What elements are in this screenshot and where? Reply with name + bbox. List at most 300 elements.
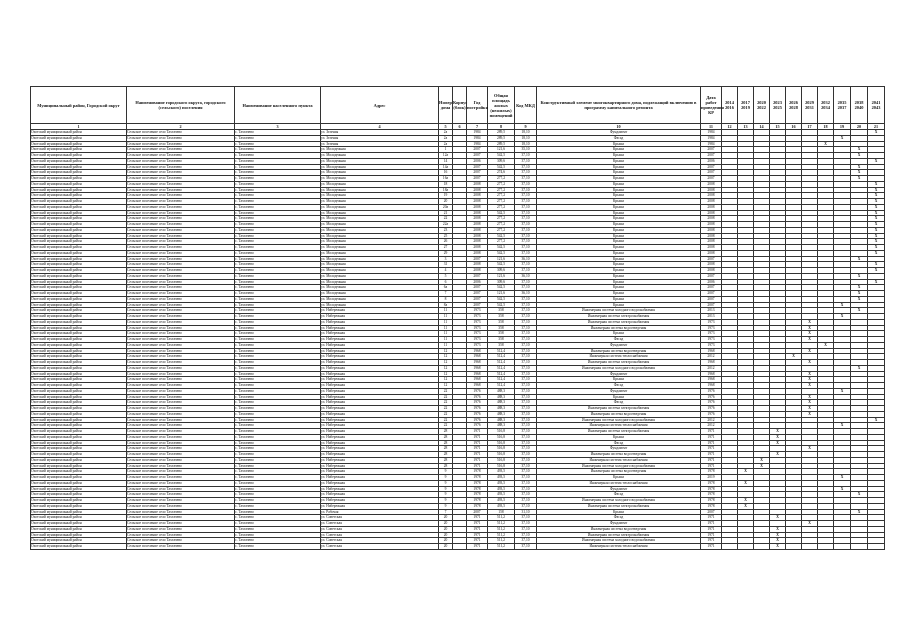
period-mark-cell: X xyxy=(868,130,885,136)
period-mark-cell: X xyxy=(802,446,818,452)
table-cell: Крыша xyxy=(537,245,701,251)
table-cell: 22 xyxy=(439,417,453,423)
table-cell: 37,10 xyxy=(515,406,537,412)
table-cell: с. Тахтачево xyxy=(235,314,321,320)
table-cell: 2006 xyxy=(467,158,488,164)
table-cell: Охотский муниципальный район xyxy=(31,469,127,475)
table-cell: 37,10 xyxy=(515,434,537,440)
table-cell: с. Тахтачево xyxy=(235,446,321,452)
table-cell: Сельское поселение село Тахтачево xyxy=(127,446,235,452)
table-cell: Инженерная система электроснабжения xyxy=(537,319,701,325)
table-cell: 22а xyxy=(439,222,453,228)
table-cell: ул. Молодежная xyxy=(321,233,439,239)
table-cell: с. Тахтачево xyxy=(235,348,321,354)
table-cell: 358 xyxy=(488,331,515,337)
table-cell: 6 xyxy=(439,279,453,285)
table-cell: Крыша xyxy=(537,434,701,440)
column-number: 2 xyxy=(127,124,235,130)
table-cell: 1968 xyxy=(467,360,488,366)
table-cell: 37,10 xyxy=(515,285,537,291)
table-cell: 2007 xyxy=(467,285,488,291)
table-cell: Охотский муниципальный район xyxy=(31,256,127,262)
period-mark-cell: X xyxy=(851,256,868,262)
table-cell: 1971 xyxy=(467,446,488,452)
table-cell: ул. Набережная xyxy=(321,400,439,406)
table-cell: 2007 xyxy=(701,164,722,170)
table-cell: 512,4 xyxy=(488,348,515,354)
table-cell: ул. Молодежная xyxy=(321,170,439,176)
column-number: 12 xyxy=(722,124,738,130)
table-cell: Сельское поселение село Тахтачево xyxy=(127,296,235,302)
period-mark-cell: X xyxy=(868,222,885,228)
table-cell: 516,8 xyxy=(488,429,515,435)
period-mark-cell: X xyxy=(868,279,885,285)
table-cell: 512,4 xyxy=(488,383,515,389)
table-cell: Сельское поселение село Тахтачево xyxy=(127,480,235,486)
table-cell: 493,5 xyxy=(488,503,515,509)
table-cell: Фасад xyxy=(537,515,701,521)
table-cell: 488,3 xyxy=(488,423,515,429)
table-cell: 37,10 xyxy=(515,365,537,371)
table-cell: Крыша xyxy=(537,239,701,245)
table-cell: ул. Набережная xyxy=(321,337,439,343)
table-cell: Охотский муниципальный район xyxy=(31,526,127,532)
table-cell: Сельское поселение село Тахтачево xyxy=(127,503,235,509)
table-cell: 2008 xyxy=(701,245,722,251)
table-cell: 516,8 xyxy=(488,434,515,440)
table-cell: ул. Молодежная xyxy=(321,268,439,274)
table-cell: ул. Набережная xyxy=(321,331,439,337)
table-cell: Сельское поселение село Тахтачево xyxy=(127,434,235,440)
table-cell: 1968 xyxy=(701,383,722,389)
table-cell: Сельское поселение село Тахтачево xyxy=(127,210,235,216)
table-cell: с. Тахтачево xyxy=(235,452,321,458)
table-cell: Охотский муниципальный район xyxy=(31,135,127,141)
table-cell: ул. Набережная xyxy=(321,492,439,498)
period-mark-cell: X xyxy=(851,170,868,176)
table-cell: с. Тахтачево xyxy=(235,193,321,199)
table-cell: Охотский муниципальный район xyxy=(31,325,127,331)
table-cell: 358 xyxy=(488,319,515,325)
table-cell: ул. Набережная xyxy=(321,486,439,492)
table-cell: Фасад xyxy=(537,400,701,406)
column-header: Наименование городского округа, городского (сельского) поселения xyxy=(127,87,235,124)
table-cell: с. Тахтачево xyxy=(235,503,321,509)
table-cell: Сельское поселение село Тахтачево xyxy=(127,250,235,256)
table-cell: 11 xyxy=(439,331,453,337)
period-mark-cell: X xyxy=(770,538,786,544)
table-cell: 1973 xyxy=(701,319,722,325)
table-cell: 1973 xyxy=(467,342,488,348)
table-cell: Фундамент xyxy=(537,486,701,492)
table-cell: Охотский муниципальный район xyxy=(31,342,127,348)
table-cell: с. Тахтачево xyxy=(235,256,321,262)
table-cell: ул. Набережная xyxy=(321,463,439,469)
table-cell: с. Тахтачево xyxy=(235,521,321,527)
table-cell: ул. Набережная xyxy=(321,429,439,435)
period-mark-cell xyxy=(786,544,802,550)
table-cell: Сельское поселение село Тахтачево xyxy=(127,268,235,274)
table-cell: 2008 xyxy=(701,199,722,205)
table-cell: Сельское поселение село Тахтачево xyxy=(127,377,235,383)
table-cell: ул. Набережная xyxy=(321,469,439,475)
table-cell: ул. Молодежная xyxy=(321,199,439,205)
table-cell: Сельское поселение село Тахтачево xyxy=(127,199,235,205)
table-cell: 36,10 xyxy=(515,273,537,279)
table-cell: Инженерная система электроснабжения xyxy=(537,314,701,320)
table-cell: 516,8 xyxy=(488,463,515,469)
period-mark-cell: X xyxy=(802,319,818,325)
table-cell: 1984 xyxy=(701,135,722,141)
table-cell: Фасад xyxy=(537,440,701,446)
table-cell: 1973 xyxy=(467,331,488,337)
table-cell: ул. Зеленая xyxy=(321,141,439,147)
table-cell: Сельское поселение село Тахтачево xyxy=(127,371,235,377)
table-cell: Сельское поселение село Тахтачево xyxy=(127,135,235,141)
table-cell: 37,10 xyxy=(515,429,537,435)
table-cell: 22 xyxy=(439,406,453,412)
table-cell: 37,10 xyxy=(515,457,537,463)
table-cell: Сельское поселение село Тахтачево xyxy=(127,400,235,406)
table-cell: 1978 xyxy=(467,486,488,492)
table-cell: ул. Молодежная xyxy=(321,296,439,302)
column-number: 14 xyxy=(754,124,770,130)
table-cell: 5 xyxy=(439,273,453,279)
table-cell: с. Тахтачево xyxy=(235,480,321,486)
table-cell: Крыша xyxy=(537,233,701,239)
period-mark-cell: X xyxy=(802,325,818,331)
table-cell: 2012 xyxy=(701,365,722,371)
table-cell: 1971 xyxy=(701,538,722,544)
table-cell: Охотский муниципальный район xyxy=(31,354,127,360)
table-cell: 31,10 xyxy=(515,509,537,515)
table-cell: 2007 xyxy=(467,509,488,515)
table-cell: 37,10 xyxy=(515,193,537,199)
table-cell: 37,10 xyxy=(515,319,537,325)
table-cell: 9 xyxy=(439,480,453,486)
period-mark-cell: X xyxy=(851,492,868,498)
table-cell: ул. Молодежная xyxy=(321,245,439,251)
table-cell: 1978 xyxy=(701,503,722,509)
table-cell: Инженерная система водоотведения xyxy=(537,411,701,417)
period-mark-cell: X xyxy=(868,204,885,210)
table-cell: 37,10 xyxy=(515,486,537,492)
table-cell: 9 xyxy=(439,492,453,498)
table-cell: Сельское поселение село Тахтачево xyxy=(127,319,235,325)
table-cell: ул. Молодежная xyxy=(321,256,439,262)
table-cell: 28 xyxy=(439,429,453,435)
table-cell: 1971 xyxy=(467,434,488,440)
table-cell: 511,2 xyxy=(488,544,515,550)
table-cell: с. Тахтачево xyxy=(235,216,321,222)
column-number: 15 xyxy=(770,124,786,130)
period-mark-cell xyxy=(802,544,818,550)
table-cell: 488,3 xyxy=(488,417,515,423)
column-number: 6 xyxy=(453,124,467,130)
table-cell: Охотский муниципальный район xyxy=(31,532,127,538)
table-cell: Крыша xyxy=(537,279,701,285)
table-cell: Сельское поселение село Тахтачево xyxy=(127,463,235,469)
table-cell: 2008 xyxy=(701,250,722,256)
table-cell: Охотский муниципальный район xyxy=(31,153,127,159)
table-cell: Охотский муниципальный район xyxy=(31,383,127,389)
table-cell: ул. Молодежная xyxy=(321,153,439,159)
table-cell: 20а xyxy=(439,204,453,210)
table-cell: 29 xyxy=(439,250,453,256)
table-cell: Охотский муниципальный район xyxy=(31,492,127,498)
period-mark-cell: X xyxy=(802,377,818,383)
table-cell: Сельское поселение село Тахтачево xyxy=(127,308,235,314)
column-header: 2023 2025 xyxy=(770,87,786,124)
table-cell: Крыша xyxy=(537,147,701,153)
table-cell: 2012 xyxy=(701,423,722,429)
table-cell: 2а xyxy=(439,141,453,147)
table-cell: 511,2 xyxy=(488,521,515,527)
table-cell: Сельское поселение село Тахтачево xyxy=(127,222,235,228)
column-header: 2041 2043 xyxy=(868,87,885,124)
table-cell: 18а xyxy=(439,187,453,193)
table-cell: Инженерная система водоотведения xyxy=(537,348,701,354)
table-cell: ул. Набережная xyxy=(321,411,439,417)
table-cell: 37,10 xyxy=(515,446,537,452)
table-cell: 37,10 xyxy=(515,371,537,377)
table-cell: Крыша xyxy=(537,291,701,297)
table-cell: Инженерная система холодного водоснабжения xyxy=(537,417,701,423)
period-mark-cell: X xyxy=(834,314,851,320)
table-cell: 37,10 xyxy=(515,383,537,389)
table-cell: 2008 xyxy=(701,187,722,193)
table-cell: 277,2 xyxy=(488,227,515,233)
table-cell: Инженерная система водоотведения xyxy=(537,452,701,458)
table-cell: 1978 xyxy=(701,492,722,498)
table-cell: 36,10 xyxy=(515,291,537,297)
table-cell: Инженерная система теплоснабжения xyxy=(537,354,701,360)
table-cell: Охотский муниципальный район xyxy=(31,130,127,136)
period-mark-cell xyxy=(738,544,754,550)
table-cell: 37,10 xyxy=(515,452,537,458)
table-cell: Фасад xyxy=(537,337,701,343)
table-cell: Охотский муниципальный район xyxy=(31,423,127,429)
table-cell: ул. Советская xyxy=(321,544,439,550)
table-cell: Сельское поселение село Тахтачево xyxy=(127,365,235,371)
table-cell: 37,10 xyxy=(515,354,537,360)
table-cell: 1968 xyxy=(701,377,722,383)
table-cell: 37,10 xyxy=(515,342,537,348)
table-cell: 516,8 xyxy=(488,457,515,463)
period-mark-cell: X xyxy=(754,457,770,463)
table-cell: 2013 xyxy=(701,314,722,320)
column-header: Дата работ проведения КР xyxy=(701,87,722,124)
table-cell: 37,10 xyxy=(515,187,537,193)
table-cell: 2006 xyxy=(701,279,722,285)
table-cell: Охотский муниципальный район xyxy=(31,406,127,412)
table-cell: Охотский муниципальный район xyxy=(31,365,127,371)
table-cell: 28 xyxy=(439,457,453,463)
table-cell: ул. Набережная xyxy=(321,342,439,348)
table-cell: 2008 xyxy=(467,216,488,222)
column-header: 2020 2022 xyxy=(754,87,770,124)
column-header: 2014 2016 xyxy=(722,87,738,124)
table-cell: 11 xyxy=(439,325,453,331)
table-cell: 1971 xyxy=(701,515,722,521)
table-cell: Охотский муниципальный район xyxy=(31,314,127,320)
table-cell: Охотский муниципальный район xyxy=(31,388,127,394)
table-cell: Сельское поселение село Тахтачево xyxy=(127,285,235,291)
table-cell: Крыша xyxy=(537,285,701,291)
period-mark-cell: X xyxy=(770,544,786,550)
column-header: Номер дома xyxy=(439,87,453,124)
table-cell: 289,5 xyxy=(488,130,515,136)
table-cell: 18 xyxy=(439,181,453,187)
table-cell: 37,10 xyxy=(515,227,537,233)
table-cell: 1968 xyxy=(467,365,488,371)
table-cell: Инженерная система холодного водоснабжения xyxy=(537,308,701,314)
table-cell: 542,5 xyxy=(488,302,515,308)
table-cell: Охотский муниципальный район xyxy=(31,181,127,187)
table-cell: с. Тахтачево xyxy=(235,233,321,239)
column-number: 5 xyxy=(439,124,453,130)
table-cell: 488,3 xyxy=(488,394,515,400)
table-cell: Охотский муниципальный район xyxy=(31,371,127,377)
table-cell: 277,2 xyxy=(488,187,515,193)
table-cell: 1984 xyxy=(701,130,722,136)
table-cell: ул. Набережная xyxy=(321,365,439,371)
table-cell: ул. Молодежная xyxy=(321,250,439,256)
table-cell: Охотский муниципальный район xyxy=(31,498,127,504)
table-cell: 37,10 xyxy=(515,216,537,222)
period-mark-cell: X xyxy=(868,158,885,164)
table-cell: 6а xyxy=(439,285,453,291)
table-cell: Крыша xyxy=(537,153,701,159)
table-cell: ул. Набережная xyxy=(321,388,439,394)
table-cell: 37,10 xyxy=(515,325,537,331)
table-cell: Фасад xyxy=(537,135,701,141)
period-mark-cell: X xyxy=(770,440,786,446)
table-cell: 1973 xyxy=(701,331,722,337)
table-cell: 37,10 xyxy=(515,388,537,394)
table-cell: 1978 xyxy=(467,492,488,498)
table-cell: 1984 xyxy=(467,135,488,141)
table-cell: Крыша xyxy=(537,210,701,216)
table-cell: 511,2 xyxy=(488,532,515,538)
table-cell: Фундамент xyxy=(537,130,701,136)
table-cell: 11 xyxy=(439,314,453,320)
table-cell: Охотский муниципальный район xyxy=(31,227,127,233)
table-cell: 309,6 xyxy=(488,279,515,285)
table-cell: с. Тахтачево xyxy=(235,526,321,532)
table-cell: Сельское поселение село Тахтачево xyxy=(127,354,235,360)
table-cell: ул. Молодежная xyxy=(321,193,439,199)
table-cell: Охотский муниципальный район xyxy=(31,348,127,354)
table-cell: Крыша xyxy=(537,187,701,193)
table-cell: ул. Молодежная xyxy=(321,147,439,153)
column-number: 7 xyxy=(467,124,488,130)
table-cell: ул. Набережная xyxy=(321,406,439,412)
table-cell: 512,4 xyxy=(488,360,515,366)
table-cell: с. Тахтачево xyxy=(235,181,321,187)
table-cell: 1973 xyxy=(467,319,488,325)
period-mark-cell: X xyxy=(802,337,818,343)
table-cell: 14а xyxy=(439,164,453,170)
table-cell: с. Тахтачево xyxy=(235,245,321,251)
table-cell: 11 xyxy=(439,319,453,325)
table-cell: 358 xyxy=(488,342,515,348)
table-cell: Фундамент xyxy=(537,371,701,377)
period-mark-cell: X xyxy=(802,394,818,400)
table-cell: 20 xyxy=(439,532,453,538)
table-cell: 37,10 xyxy=(515,538,537,544)
table-cell: Охотский муниципальный район xyxy=(31,434,127,440)
table-cell: 22 xyxy=(439,216,453,222)
table-cell: 542,5 xyxy=(488,233,515,239)
table-cell: с. Тахтачево xyxy=(235,222,321,228)
table-cell: Сельское поселение село Тахтачево xyxy=(127,239,235,245)
table-cell: 37,10 xyxy=(515,164,537,170)
table-cell: Охотский муниципальный район xyxy=(31,377,127,383)
table-cell: Крыша xyxy=(537,222,701,228)
table-cell: с. Тахтачево xyxy=(235,199,321,205)
table-cell: 1973 xyxy=(701,325,722,331)
table-cell: 1968 xyxy=(467,348,488,354)
table-cell: Крыша xyxy=(537,296,701,302)
table-cell: 12 xyxy=(439,365,453,371)
table-cell: Крыша xyxy=(537,141,701,147)
table-cell: Крыша xyxy=(537,394,701,400)
table-cell: 37,10 xyxy=(515,233,537,239)
period-mark-cell: X xyxy=(802,360,818,366)
table-cell: 37,10 xyxy=(515,302,537,308)
table-cell: 1978 xyxy=(467,498,488,504)
period-mark-cell: X xyxy=(802,383,818,389)
table-cell: 2008 xyxy=(467,227,488,233)
table-cell: ул. Советская xyxy=(321,538,439,544)
table-cell: 2008 xyxy=(467,222,488,228)
period-mark-cell: X xyxy=(802,331,818,337)
table-cell: 37,10 xyxy=(515,515,537,521)
table-cell: 488,3 xyxy=(488,406,515,412)
table-cell: 37,10 xyxy=(515,469,537,475)
table-cell: Охотский муниципальный район xyxy=(31,452,127,458)
table-cell: 2008 xyxy=(701,181,722,187)
table-cell: с. Тахтачево xyxy=(235,308,321,314)
table-cell: 37,10 xyxy=(515,279,537,285)
table-cell: 1984 xyxy=(467,141,488,147)
table-cell: 2007 xyxy=(467,256,488,262)
table-cell: Инженерная система водоотведения xyxy=(537,325,701,331)
table-cell: 11 xyxy=(439,337,453,343)
table-cell: Сельское поселение село Тахтачево xyxy=(127,233,235,239)
table-cell: ул. Молодежная xyxy=(321,279,439,285)
table-cell: Фасад xyxy=(537,492,701,498)
table-cell: 2007 xyxy=(467,291,488,297)
table-cell: с. Тахтачево xyxy=(235,135,321,141)
table-cell: Охотский муниципальный район xyxy=(31,440,127,446)
period-mark-cell: X xyxy=(868,239,885,245)
table-cell: 7 xyxy=(439,509,453,515)
table-cell: 277,2 xyxy=(488,222,515,228)
table-cell: 516,8 xyxy=(488,452,515,458)
table-cell: с. Тахтачево xyxy=(235,538,321,544)
table-cell: с. Тахтачево xyxy=(235,153,321,159)
table-cell: Сельское поселение село Тахтачево xyxy=(127,417,235,423)
table-cell: с. Тахтачево xyxy=(235,434,321,440)
table-cell: с. Тахтачево xyxy=(235,170,321,176)
table-cell: 36,10 xyxy=(515,256,537,262)
period-mark-cell: X xyxy=(770,532,786,538)
table-body xyxy=(31,130,885,550)
table-cell: с. Тахтачево xyxy=(235,394,321,400)
period-mark-cell xyxy=(818,544,834,550)
